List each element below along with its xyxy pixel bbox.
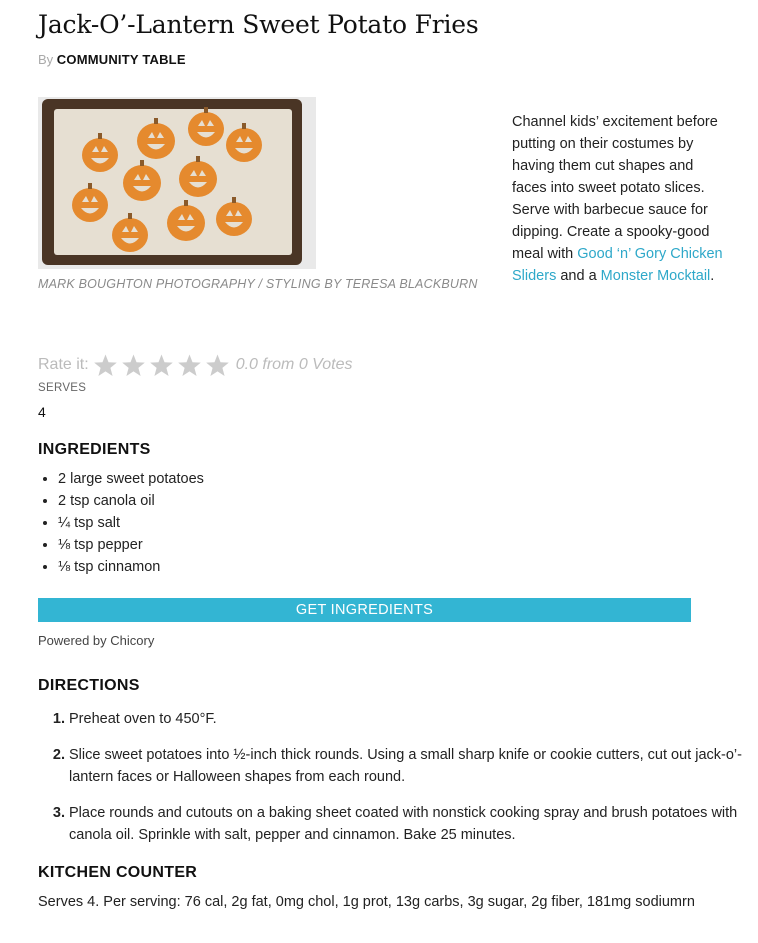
ingredient-item: • ⅛ tsp pepper	[58, 534, 204, 556]
byline-prefix: By	[38, 52, 54, 67]
serves-label: SERVES	[38, 382, 87, 394]
directions-heading: DIRECTIONS	[38, 677, 140, 694]
baking-sheet-illustration	[38, 97, 316, 269]
ingredient-item: • 2 tsp canola oil	[58, 490, 204, 512]
direction-step: 2. Slice sweet potatoes into ½-inch thick rounds. Using a small sharp knife or cookie cutters, cut out jack-o’-lantern faces or Halloween shapes from each round.	[69, 744, 749, 788]
ingredients-heading: INGREDIENTS	[38, 441, 151, 458]
chicken-sliders-link[interactable]: Good ‘n’ Gory Chicken Sliders	[512, 245, 723, 284]
direction-step: 1. Preheat oven to 450°F.	[69, 708, 749, 730]
rating-widget	[38, 352, 352, 378]
chicory-link[interactable]: Chicory	[110, 633, 155, 648]
ingredient-item: • 2 large sweet potatoes	[58, 468, 204, 490]
intro-text-3: .	[710, 267, 715, 284]
ingredient-item: • ¼ tsp salt	[58, 512, 204, 534]
rating-score: 0.0 from 0 Votes	[235, 356, 353, 373]
monster-mocktail-link[interactable]: Monster Mocktail	[600, 267, 711, 284]
ingredient-item: • ⅛ tsp cinnamon	[58, 556, 204, 578]
intro-text-2: and a	[556, 267, 601, 284]
author-link[interactable]: COMMUNITY TABLE	[56, 52, 186, 67]
powered-prefix: Powered by	[38, 633, 111, 648]
recipe-intro	[512, 111, 727, 287]
powered-by	[38, 633, 154, 648]
photo-credit: MARK BOUGHTON PHOTOGRAPHY / STYLING BY TERESA BLACKBURN	[38, 277, 478, 291]
nutrition-info: Serves 4. Per serving: 76 cal, 2g fat, 0mg chol, 1g prot, 13g carbs, 3g sugar, 2g fiber, 181mg sodiumrn	[38, 894, 695, 910]
star-4-icon[interactable]	[177, 353, 202, 378]
kitchen-counter-heading: KITCHEN COUNTER	[38, 864, 198, 881]
star-3-icon[interactable]	[149, 353, 174, 378]
star-2-icon[interactable]	[121, 353, 146, 378]
get-ingredients-button[interactable]: GET INGREDIENTS	[38, 598, 691, 622]
intro-text-1: Channel kids’ excitement before putting on their costumes by having them cut shapes and faces into sweet potato slices. Serve with barbecue sauce for dipping. Create a spooky-good meal with	[512, 113, 718, 262]
recipe-title: Jack-O’-Lantern Sweet Potato Fries	[38, 10, 479, 39]
star-1-icon[interactable]	[93, 353, 118, 378]
ingredients-list	[38, 468, 204, 578]
direction-step: 3. Place rounds and cutouts on a baking sheet coated with nonstick cooking spray and brush potatoes with canola oil. Sprinkle with salt, pepper and cinnamon. Bake 25 minutes.	[69, 802, 749, 846]
byline	[38, 52, 186, 67]
directions-list	[38, 708, 749, 860]
star-rating	[93, 353, 233, 378]
serves-value: 4	[38, 404, 46, 420]
rate-label: Rate it:	[38, 356, 89, 373]
star-5-icon[interactable]	[205, 353, 230, 378]
recipe-photo	[38, 97, 316, 269]
